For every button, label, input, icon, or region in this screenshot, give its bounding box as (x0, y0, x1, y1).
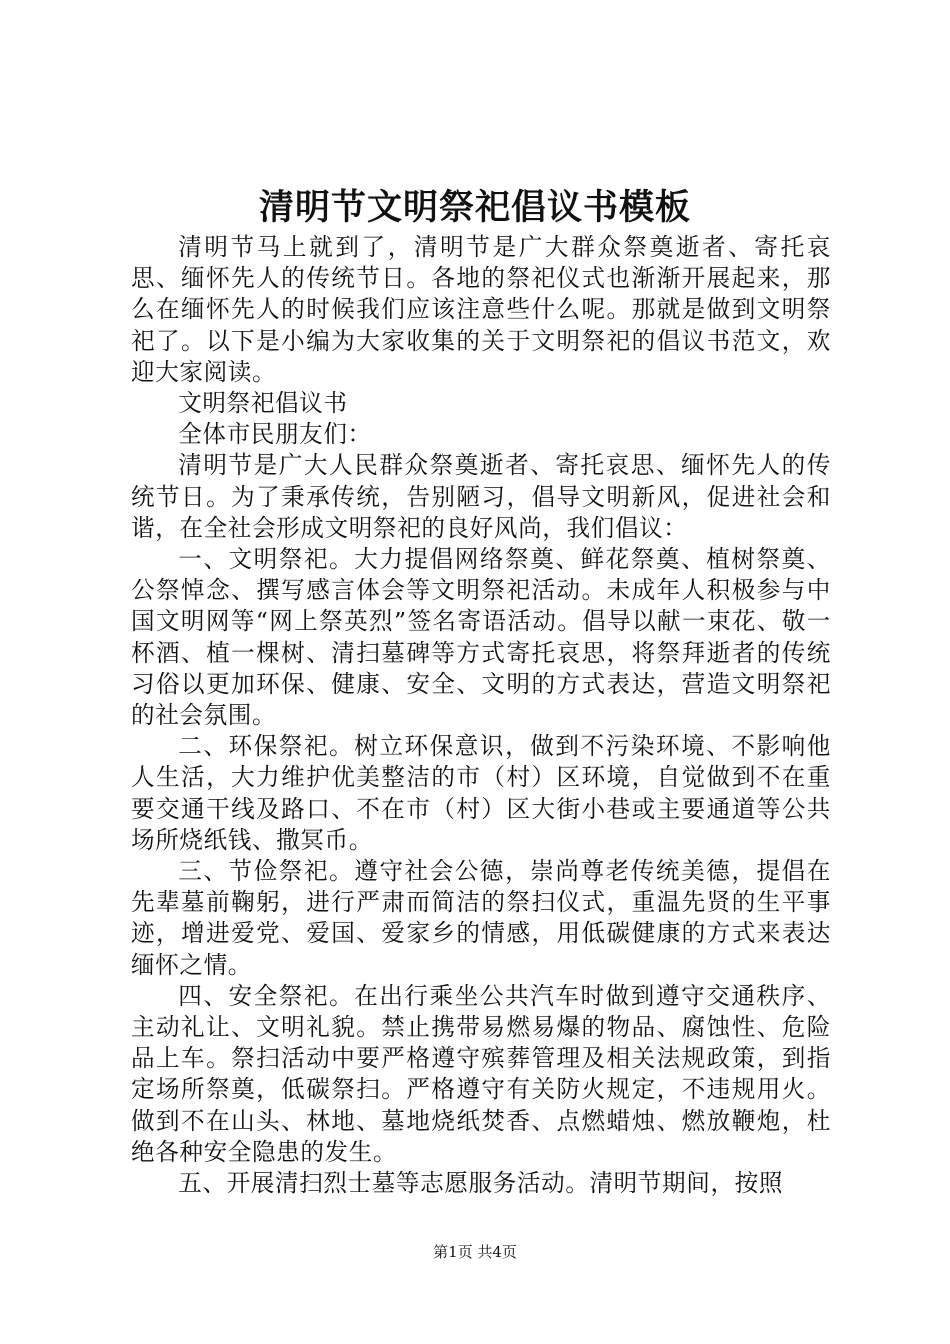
intro-paragraph: 清明节马上就到了，清明节是广大群众祭奠逝者、寄托哀思、缅怀先人的传统节日。各地的祭祀仪式也渐渐开展起来，那么在缅怀先人的时候我们应该注意些什么呢。那就是做到文明祭祀了。以下是小编为大家收集的关于文明祭祀的倡议书范文，欢迎大家阅读。 (131, 233, 831, 386)
item-frugal-worship: 三、节俭祭祀。遵守社会公德，崇尚尊老传统美德，提倡在先辈墓前鞠躬，进行严肃而简洁的祭扫仪式，重温先贤的生平事迹，增进爱党、爱国、爱家乡的情感，用低碳健康的方式来表达缅怀之情。 (131, 857, 831, 979)
document-body (131, 232, 831, 1199)
page-number-footer: 第1页 共4页 (433, 1243, 517, 1261)
item-volunteer-activity: 五、开展清扫烈士墓等志愿服务活动。清明节期间，按照 (178, 1169, 784, 1198)
item-civilized-worship: 一、文明祭祀。大力提倡网络祭奠、鲜花祭奠、植树祭奠、公祭悼念、撰写感言体会等文明祭祀活动。未成年人积极参与中国文明网等“网上祭英烈”签名寄语活动。倡导以献一束花、敬一杯酒、植一棵树、清扫墓碑等方式寄托哀思，将祭拜逝者的传统习俗以更加环保、健康、安全、文明的方式表达，营造文明祭祀的社会氛围。 (131, 545, 831, 730)
proposal-heading: 文明祭祀倡议书 (178, 389, 348, 418)
item-safe-worship: 四、安全祭祀。在出行乘坐公共汽车时做到遵守交通秩序、主动礼让、文明礼貌。禁止携带易燃易爆的物品、腐蚀性、危险品上车。祭扫活动中要严格遵守殡葬管理及相关法规政策，到指定场所祭奠，低碳祭扫。严格遵守有关防火规定，不违规用火。做到不在山头、林地、墓地烧纸焚香、点燃蜡烛、燃放鞭炮，杜绝各种安全隐患的发生。 (131, 981, 831, 1166)
proposal-preamble: 清明节是广大人民群众祭奠逝者、寄托哀思、缅怀先人的传统节日。为了秉承传统，告别陋习，倡导文明新风，促进社会和谐，在全社会形成文明祭祀的良好风尚，我们倡议： (131, 451, 831, 542)
item-eco-worship: 二、环保祭祀。树立环保意识，做到不污染环境、不影响他人生活，大力维护优美整洁的市（村）区环境，自觉做到不在重要交通干线及路口、不在市（村）区大街小巷或主要通道等公共场所烧纸钱、撒冥币。 (131, 732, 831, 854)
salutation: 全体市民朋友们： (178, 420, 372, 449)
document-title: 清明节文明祭祀倡议书模板 (258, 187, 691, 228)
